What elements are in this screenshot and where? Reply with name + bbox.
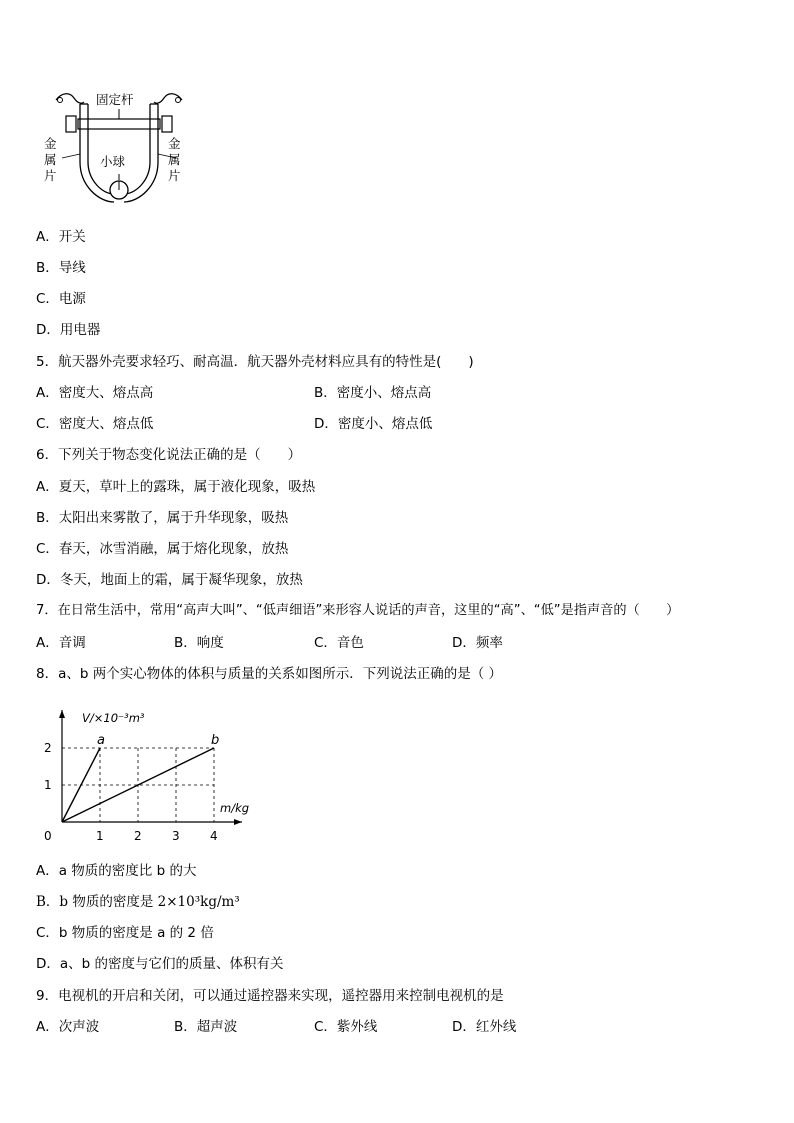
volume-mass-chart-svg — [36, 700, 256, 850]
q5-option-c: C．密度大、熔点低 — [36, 416, 154, 432]
y-tick-label: 1 — [44, 778, 52, 792]
series-label-a: a — [97, 733, 105, 748]
q7-option-d: D．频率 — [452, 635, 503, 651]
q4-option-c: C．电源 — [36, 291, 86, 307]
q6-option-b: B．太阳出来雾散了，属于升华现象，吸热 — [36, 510, 289, 526]
chart-axes — [59, 710, 242, 825]
label-metal-right-char: 属 — [168, 152, 181, 167]
q8-stem: 8．a、b 两个实心物体的体积与质量的关系如图所示．下列说法正确的是（ ） — [36, 666, 503, 682]
q5-option-a: A．密度大、熔点高 — [36, 385, 154, 401]
label-ball: 小球 — [100, 154, 126, 169]
q8-option-d: D．a、b 的密度与它们的质量、体积有关 — [36, 956, 284, 972]
label-metal-left-char: 属 — [44, 152, 57, 167]
q7-option-b: B．响度 — [174, 635, 224, 651]
y-axis-label: V/×10⁻³m³ — [82, 711, 145, 725]
x-axis-label: m/kg — [220, 801, 250, 815]
q4-option-b: B．导线 — [36, 260, 86, 276]
y-axis-arrow — [59, 710, 65, 718]
q9-option-a: A．次声波 — [36, 1019, 100, 1035]
x-tick-label: 2 — [134, 829, 142, 843]
label-metal-right — [168, 136, 182, 184]
q5-stem: 5．航天器外壳要求轻巧、耐高温．航天器外壳材料应具有的特性是( ) — [36, 354, 474, 370]
q4-option-a: A．开关 — [36, 229, 86, 245]
q9-option-d: D．红外线 — [452, 1019, 517, 1035]
label-metal-left — [44, 136, 58, 184]
q9-option-c: C．紫外线 — [314, 1019, 378, 1035]
q7-option-c: C．音色 — [314, 635, 364, 651]
switch-figure — [44, 86, 194, 208]
q6-option-d: D．冬天，地面上的霜，属于凝华现象，放热 — [36, 572, 303, 588]
chart-labels — [44, 711, 249, 843]
label-fixed-rod: 固定杆 — [96, 92, 134, 107]
q5-option-d: D．密度小、熔点低 — [314, 416, 433, 432]
origin-label: 0 — [44, 829, 52, 843]
label-metal-left-char: 金 — [44, 136, 57, 151]
label-metal-right-char: 片 — [168, 168, 181, 183]
q6-option-c: C．春天，冰雪消融，属于熔化现象，放热 — [36, 541, 289, 557]
q8-option-a: A．a 物质的密度比 b 的大 — [36, 863, 197, 879]
series-label-b: b — [211, 733, 220, 748]
q5-option-b: B．密度小、熔点高 — [314, 385, 432, 401]
x-tick-label: 4 — [210, 829, 218, 843]
q7-option-a: A．音调 — [36, 635, 86, 651]
q8-option-b: B．b 物质的密度是 2×10³kg/m³ — [36, 894, 240, 910]
q6-option-a: A．夏天，草叶上的露珠，属于液化现象，吸热 — [36, 479, 316, 495]
label-metal-right-char: 金 — [168, 136, 181, 151]
x-axis-arrow — [234, 819, 242, 825]
y-tick-label: 2 — [44, 741, 52, 755]
volume-mass-chart — [36, 700, 256, 850]
x-tick-label: 3 — [172, 829, 180, 843]
q4-option-d: D．用电器 — [36, 322, 101, 338]
label-metal-left-char: 片 — [44, 168, 57, 183]
q8-option-c: C．b 物质的密度是 a 的 2 倍 — [36, 925, 214, 941]
x-tick-label: 1 — [96, 829, 104, 843]
q9-stem: 9．电视机的开启和关闭，可以通过遥控器来实现，遥控器用来控制电视机的是 — [36, 988, 504, 1004]
q7-stem: 7．在日常生活中，常用“高声大叫”、“低声细语”来形容人说话的声音，这里的“高”、“低”是指声音的（ ） — [36, 603, 680, 618]
q9-option-b: B．超声波 — [174, 1019, 238, 1035]
q6-stem: 6．下列关于物态变化说法正确的是（ ） — [36, 447, 302, 463]
